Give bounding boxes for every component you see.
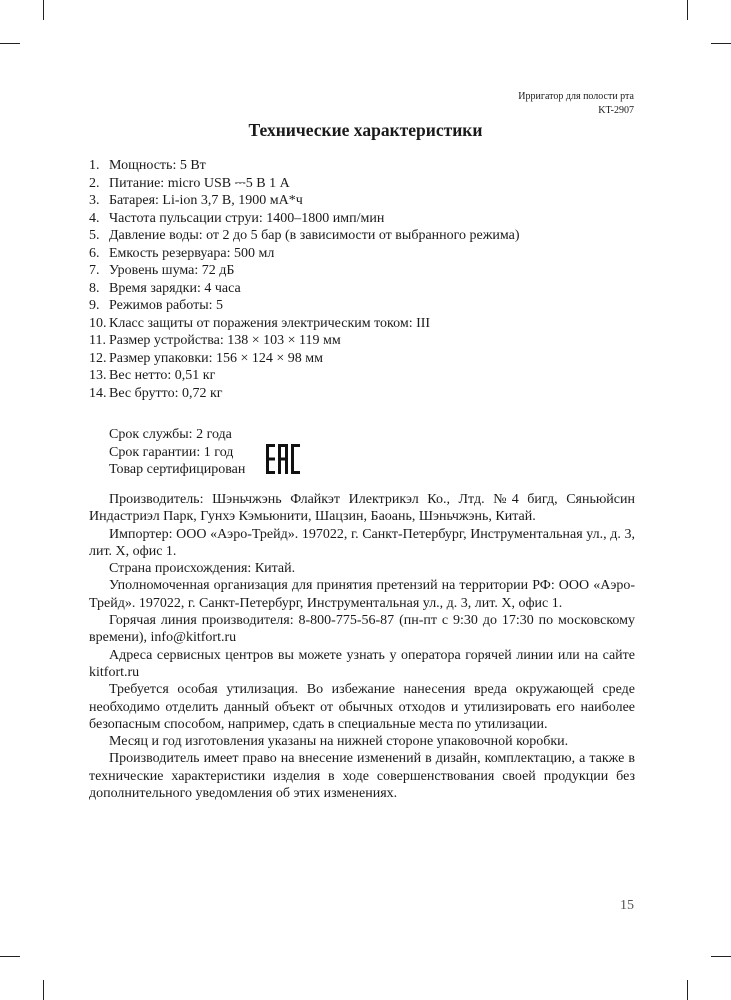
spec-text: Питание: micro USB ⎓5 В 1 А — [109, 175, 290, 191]
crop-mark-bottom-left-horizontal — [0, 956, 20, 957]
spec-text: Уровень шума: 72 дБ — [109, 263, 235, 278]
paragraph: Страна происхождения: Китай. — [109, 561, 296, 577]
spec-number: 8. — [89, 280, 100, 296]
spec-text: Класс защиты от поражения электрическим током: III — [109, 315, 431, 331]
spec-text: Частота пульсации струи: 1400–1800 имп/мин — [109, 210, 385, 226]
paragraph: Импортер: ООО «Аэро-Трейд». 197022, г. Санкт-Петербург, Инструментальная ул., д. 3, лит. Х, офис 1. — [89, 526, 635, 559]
spec-text: Время зарядки: 4 часа — [109, 280, 241, 296]
spec-text: Мощность: 5 Вт — [109, 158, 206, 173]
spec-item — [89, 297, 520, 315]
spec-text: Режимов работы: 5 — [109, 298, 224, 313]
paragraph: Производитель имеет право на внесение изменений в дизайн, комплектацию, а также в технические характеристики изделия в ходе совершенствования своей продукции без дополнительного уведомления об этих изменениях. — [89, 751, 635, 802]
spec-number: 11. — [89, 333, 106, 348]
spec-number: 2. — [89, 175, 100, 191]
spec-item — [89, 245, 520, 263]
spec-number: 4. — [89, 210, 100, 226]
specs-list — [89, 157, 520, 402]
crop-mark-top-right-horizontal — [711, 43, 731, 44]
crop-mark-top-left-horizontal — [0, 43, 20, 44]
spec-number: 5. — [89, 228, 100, 243]
spec-item — [89, 367, 520, 385]
spec-item — [89, 350, 520, 368]
spec-text: Давление воды: от 2 до 5 бар (в зависимости от выбранного режима) — [109, 228, 520, 243]
eac-mark-icon — [266, 444, 300, 474]
spec-item — [89, 315, 520, 333]
legal-text-body — [89, 491, 635, 802]
section-title: Технические характеристики — [248, 120, 483, 140]
spec-number: 3. — [89, 193, 100, 208]
crop-mark-bottom-left-vertical — [43, 980, 44, 1000]
service-info — [109, 426, 245, 479]
spec-text: Вес брутто: 0,72 кг — [109, 385, 223, 401]
paragraph: Месяц и год изготовления указаны на нижней стороне упаковочной коробки. — [109, 734, 569, 750]
spec-number: 7. — [89, 263, 100, 278]
crop-mark-top-left-vertical — [43, 0, 44, 20]
spec-number: 6. — [89, 245, 100, 261]
spec-text: Емкость резервуара: 500 мл — [109, 245, 275, 261]
paragraph: Горячая линия производителя: 8-800-775-56-87 (пн-пт с 9:30 до 17:30 по московскому времени), info@kitfort.ru — [89, 613, 635, 646]
paragraph: Уполномоченная организация для принятия претензий на территории РФ: ООО «Аэро-Трейд». 197022, г. Санкт-Петербург, Инструментальная ул., д. 3, лит. Х, офис 1. — [89, 578, 635, 611]
spec-number: 12. — [89, 350, 107, 366]
spec-item — [89, 175, 520, 193]
paragraph: Производитель: Шэньчжэнь Флайкэт Илектрикэл Ко., Лтд. №4 бигд, Сяньюйсин Индастриэл Парк, Гунхэ Кэмьюнити, Шацзин, Баоань, Шэньчжэнь, Китай. — [89, 492, 635, 525]
spec-item — [89, 157, 520, 175]
spec-number: 9. — [89, 298, 100, 313]
crop-mark-top-right-vertical — [687, 0, 688, 20]
warranty-period: Срок гарантии: 1 год — [109, 444, 234, 460]
certification-text: Товар сертифицирован — [109, 462, 246, 477]
product-name: Ирригатор для полости рта — [518, 91, 634, 102]
crop-mark-bottom-right-vertical — [687, 980, 688, 1000]
spec-number: 1. — [89, 158, 100, 173]
spec-item — [89, 227, 520, 245]
spec-number: 14. — [89, 385, 107, 401]
crop-mark-bottom-right-horizontal — [711, 956, 731, 957]
page-header — [518, 90, 634, 118]
spec-text: Вес нетто: 0,51 кг — [109, 368, 216, 383]
service-life: Срок службы: 2 года — [109, 427, 232, 442]
spec-item — [89, 210, 520, 228]
spec-text: Размер упаковки: 156 × 124 × 98 мм — [109, 350, 324, 366]
page-number: 15 — [620, 898, 634, 913]
paragraph: Адреса сервисных центров вы можете узнать у оператора горячей линии или на сайте kitfort.ru — [89, 647, 635, 680]
paragraph: Требуется особая утилизация. Во избежание нанесения вреда окружающей среде необходимо отделить данный объект от обычных отходов и утилизировать его наиболее безопасным способом, например, сдать в специальные места по утилизации. — [89, 682, 635, 732]
spec-number: 13. — [89, 368, 107, 383]
spec-number: 10. — [89, 315, 107, 331]
spec-text: Размер устройства: 138 × 103 × 119 мм — [109, 333, 341, 348]
spec-text: Батарея: Li-ion 3,7 В, 1900 мА*ч — [109, 193, 303, 208]
spec-item — [89, 332, 520, 350]
spec-item — [89, 192, 520, 210]
spec-item — [89, 385, 520, 403]
spec-item — [89, 280, 520, 298]
spec-item — [89, 262, 520, 280]
model-number: KT-2907 — [598, 105, 634, 116]
